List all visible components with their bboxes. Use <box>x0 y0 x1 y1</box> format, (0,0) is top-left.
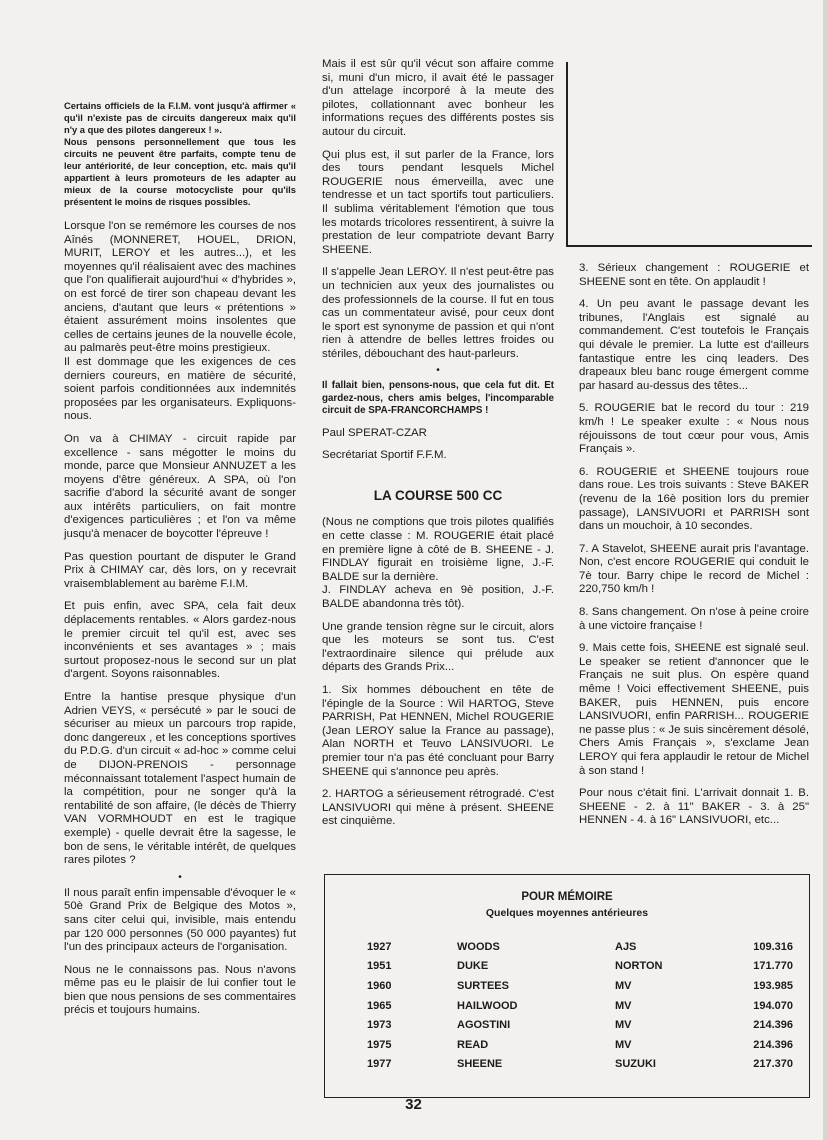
rider-cell: SURTEES <box>457 979 509 992</box>
memo-title: POUR MÉMOIRE <box>521 891 613 903</box>
body-paragraph: (Nous ne comptions que trois pilotes qualifiés en cette classe : M. ROUGERIE était placé en première ligne à côté de B. SHEENE - J. FINDLAY figurait en troisième ligne, J.-F. BALDE sur la dernière. <box>322 516 554 583</box>
vertical-rule <box>566 62 568 246</box>
rider-cell: SHEENE <box>457 1058 503 1071</box>
rider-cell: DUKE <box>457 960 489 973</box>
body-paragraph: On va à CHIMAY - circuit rapide par excellence - sans mégotter le moins du monde, parce que Monsieur ANNUZET a les moyens d'être généreux. A SPA, où l'on sacrifie d'abord la sécurité avant de songer aux intérêts particuliers, on fait montre d'exigences particulières ; et l'on va même jusqu'à menacer de boycotter l'épreuve ! <box>64 432 296 541</box>
memo-subtitle: Quelques moyennes antérieures <box>485 907 649 919</box>
year-cell: 1960 <box>367 979 392 992</box>
separator-bullet: • <box>178 871 182 883</box>
body-paragraph: 8. Sans changement. On n'ose à peine croire à une victoire française ! <box>579 606 809 632</box>
body-paragraph: Pas question pourtant de disputer le Grand Prix à CHIMAY car, dès lors, on y recevrait vraisemblablement au barème F.I.M. <box>64 550 296 590</box>
table-row <box>367 1055 793 1075</box>
machine-cell: AJS <box>615 940 637 953</box>
table-row <box>367 937 793 957</box>
column-middle <box>322 58 554 838</box>
signature-role: Secrétariat Sportif F.F.M. <box>322 449 447 462</box>
machine-cell: SUZUKI <box>615 1058 656 1071</box>
table-row <box>367 1015 793 1035</box>
body-paragraph: Il nous paraît enfin impensable d'évoquer le « 50è Grand Prix de Belgique des Motos », sans citer celui qui, invisible, mais entendu par 120 000 personnes (50 000 payantes) fut l'un des principaux acteurs de l'organisation. <box>64 886 296 954</box>
signature-name: Paul SPERAT-CZAR <box>322 426 427 439</box>
year-cell: 1965 <box>367 999 392 1012</box>
machine-cell: MV <box>615 979 632 992</box>
rider-cell: READ <box>457 1038 489 1051</box>
speed-cell: 193.985 <box>753 979 793 992</box>
body-paragraph: Une grande tension règne sur le circuit, alors que les moteurs se sont tus. C'est l'extraordinaire silence qui prélude aux départs des Grands Prix... <box>322 620 554 674</box>
body-paragraph: 1. Six hommes débouchent en tête de l'épingle de la Source : Wil HARTOG, Steve PARRISH, Pat HENNEN, Michel ROUGERIE (Jean LEROY salue la France au passage), Alan NORTH et Teuvo LANSIVUORI. Le premier tour n'a pas été concluant pour Barry SHEENE qui s'annonce peu après. <box>322 684 554 778</box>
section-title: LA COURSE 500 CC <box>373 487 503 503</box>
rider-cell: HAILWOOD <box>457 999 518 1012</box>
machine-cell: MV <box>615 1019 632 1032</box>
speed-cell: 214.396 <box>753 1019 793 1032</box>
body-paragraph: Il s'appelle Jean LEROY. Il n'est peut-être pas un technicien aux yeux des journalistes ou des professionnels de la course. Il fut en tous cas un commentateur avisé, pour ceux dont le sport est synonyme de passion et qui n'ont rien à attendre de belles lettres froides ou stériles, débouchant des haut-parleurs. <box>322 266 554 360</box>
intro-paragraph: Certains officiels de la F.I.M. vont jusqu'à affirmer « qu'il n'existe pas de circuits dangereux maix qu'il n'y a que des pilotes dangereux ! ». <box>64 100 296 135</box>
separator-bullet: • <box>436 365 440 377</box>
table-row <box>367 957 793 977</box>
rider-cell: AGOSTINI <box>457 1019 511 1032</box>
table-row <box>367 1035 793 1055</box>
body-paragraph: 3. Sérieux changement : ROUGERIE et SHEENE sont en tête. On applaudit ! <box>579 262 809 288</box>
body-paragraph: 2. HARTOG a sérieusement rétrogradé. C'est LANSIVUORI qui mène à présent. SHEENE est cinquième. <box>322 788 554 828</box>
body-paragraph: 9. Mais cette fois, SHEENE est signalé seul. Le speaker se retient d'annoncer que le Français ne suit plus. On espère quand même ! Voici effectivement SHEENE, puis BAKER, puis HENNEN, puis encore LANSIVUORI, enfin PARRISH... ROUGERIE ne passe plus : « Je suis sincèrement désolé, Chers Amis Français », s'exclame Jean LEROY qui fera applaudir le retour de Michel à son stand ! <box>579 642 809 777</box>
machine-cell: MV <box>615 1038 632 1051</box>
year-cell: 1977 <box>367 1058 392 1071</box>
intro-paragraph: Nous pensons personnellement que tous les circuits ne peuvent être parfaits, compte tenu de leur antériorité, de leur conception, etc. mais qu'il appartient à leurs promoteurs de les adapter au mieux de la course motocycliste pour qu'ils présentent le moins de risques possibles. <box>64 136 296 207</box>
body-paragraph: 6. ROUGERIE et SHEENE toujours roue dans roue. Les trois suivants : Steve BAKER (revenu de la 16è position lors du premier passage), LANSIVUORI et PARRISH sont dans un mouchoir, à 10 secondes. <box>579 465 809 533</box>
body-paragraph: J. FINDLAY acheva en 9è position, J.-F. BALDE abandonna très tôt). <box>322 584 554 611</box>
speed-cell: 194.070 <box>753 999 793 1012</box>
page-number: 32 <box>405 1096 422 1113</box>
body-paragraph: 4. Un peu avant le passage devant les tribunes, l'Anglais est signalé au commandement. C'est toutefois le Français qui dévale le premier. La lutte est d'ailleurs fantastique entre les cinq leaders. Des drapeaux bleu banc rouge émergent comme par hasard au-dessus des têtes... <box>579 298 809 392</box>
table-row <box>367 976 793 996</box>
column-right <box>579 262 809 837</box>
body-paragraph: 7. A Stavelot, SHEENE aurait pris l'avantage. Non, c'est encore ROUGERIE qui conduit le 7è tour. Barry chipe le record de Michel : 220,750 km/h ! <box>579 542 809 596</box>
body-paragraph: Pour nous c'était fini. L'arrivait donnait 1. B. SHEENE - 2. à 11" BAKER - 3. à 25" HENNEN - 4. à 16" LANSIVUORI, etc... <box>579 787 809 827</box>
memo-table <box>367 937 793 1074</box>
body-paragraph: 5. ROUGERIE bat le record du tour : 219 km/h ! Le speaker exulte : « Nous nous réjouissons de tout cœur pour vous, Amis Français ». <box>579 402 809 456</box>
body-paragraph: Entre la hantise presque physique d'un Adrien VEYS, « persécuté » par le souci de sécuriser au mieux un parcours trop rapide, donc dangereux , et les conceptions sportives du P.D.G. d'un circuit « ad-hoc » comme celui de DIJON-PRENOIS - personnage méconnaissant totalement l'aspect humain de la compétition, pour ne songer qu'à la rentabilité de son affaire, (le décès de Thierry VAN VORMHOUDT en est le tragique exemple) - quelle devrait être la sagesse, le bon de sens, le véritable intérêt, de quelques rares pilotes ? <box>64 691 296 867</box>
body-paragraph: Mais il est sûr qu'il vécut son affaire comme si, muni d'un micro, il avait été le passager d'un attelage incorporé à la meute des pilotes, collationnant avec bonheur les informations reçues des différents postes sis autour du circuit. <box>322 58 554 138</box>
closing-statement: Il fallait bien, pensons-nous, que cela fut dit. Et gardez-nous, chers amis belges, l'incomparable circuit de SPA-FRANCORCHAMPS ! <box>322 380 554 417</box>
body-paragraph: Qui plus est, il sut parler de la France, lors des tours pendant lesquels Michel ROUGERIE nous émerveilla, avec une tendresse et un tact sportifs tout particuliers. Il sublima véritablement l'émotion que tous les motards tricolores ressentirent, à suivre la prestation de leur compatriote devant Barry SHEENE. <box>322 148 554 256</box>
speed-cell: 217.370 <box>753 1058 793 1071</box>
speed-cell: 109.316 <box>753 940 793 953</box>
horizontal-rule <box>566 245 812 247</box>
machine-cell: MV <box>615 999 632 1012</box>
speed-cell: 214.396 <box>753 1038 793 1051</box>
body-paragraph: Il est dommage que les exigences de ces derniers coureurs, en matière de sécurité, soient parfois conditionnées aux indemnités proposées par les organisateurs. Expliquons-nous. <box>64 355 296 423</box>
page-edge <box>823 0 827 1140</box>
year-cell: 1951 <box>367 960 392 973</box>
speed-cell: 171.770 <box>753 960 793 973</box>
year-cell: 1975 <box>367 1038 392 1051</box>
body-paragraph: Et puis enfin, avec SPA, cela fait deux déplacements rentables. « Alors gardez-nous le premier circuit tel qu'il est, avec ses inconvénients et ses avantages » ; mais surtout proposez-nous le second sur un plat d'argent. Soyons raisonnables. <box>64 600 296 681</box>
column-left <box>64 100 296 1027</box>
body-paragraph: Lorsque l'on se remémore les courses de nos Aînés (MONNERET, HOUEL, DRION, MURIT, LEROY et les autres...), et les moyennes qu'il réalisaient avec des machines que l'on qualifierait aujourd'hui « d'hybrides », on est forcé de tirer son chapeau devant les anciens, d'autant que leurs « prétentions » étaient assurément moins insolentes que celles de certains jeunes de la nouvelle école, au palmarès peut-être moins prestigieux. <box>64 220 296 355</box>
body-paragraph: Nous ne le connaissons pas. Nous n'avons même pas eu le plaisir de lui confier tout le bien que nous pensions de ses commentaires précis et toujours humains. <box>64 963 296 1017</box>
table-row <box>367 996 793 1016</box>
machine-cell: NORTON <box>615 960 663 973</box>
year-cell: 1927 <box>367 940 392 953</box>
year-cell: 1973 <box>367 1019 392 1032</box>
rider-cell: WOODS <box>457 940 500 953</box>
memo-box <box>324 874 810 1098</box>
